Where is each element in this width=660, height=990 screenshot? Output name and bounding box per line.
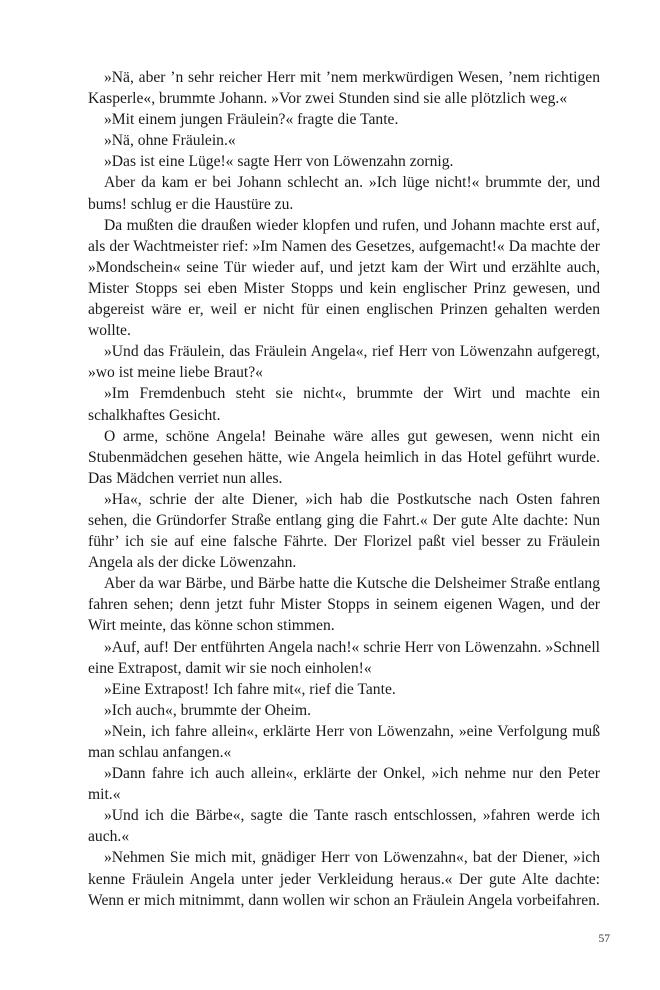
paragraph: »Und ich die Bärbe«, sagte die Tante rasch entschlossen, »fahren werde ich auch.« xyxy=(88,807,600,846)
paragraph: »Und das Fräulein, das Fräulein Angela«, rief Herr von Löwenzahn aufgeregt, »wo ist meine liebe Braut?« xyxy=(88,343,600,382)
paragraph: »Nehmen Sie mich mit, gnädiger Herr von Löwenzahn«, bat der Diener, »ich kenne Fräulein Angela unter jeder Verkleidung heraus.« Der gute Alte dachte: Wenn er mich mitnimmt, dann wollen wir schon an Fräulein Angela vorbeifahren. xyxy=(88,849,600,909)
paragraph: Aber da kam er bei Johann schlecht an. »Ich lüge nicht!« brummte der, und bums! schlug er die Haustüre zu. xyxy=(88,174,600,213)
paragraph: »Nä, ohne Fräulein.« xyxy=(104,132,236,150)
body-text xyxy=(88,67,600,911)
paragraph: »Eine Extrapost! Ich fahre mit«, rief die Tante. xyxy=(104,680,396,698)
paragraph: »Ich auch«, brummte der Oheim. xyxy=(104,701,311,719)
paragraph: »Ha«, schrie der alte Diener, »ich hab die Postkutsche nach Osten fahren sehen, die Gründorfer Straße entlang ging die Fahrt.« Der gute Alte dachte: Nun führ’ ich sie auf eine falsche Fährte. Der Florizel paßt viel besser zu Fräulein Angela als der dicke Löwenzahn. xyxy=(88,490,600,572)
paragraph: »Auf, auf! Der entführten Angela nach!« schrie Herr von Löwenzahn. »Schnell eine Extrapost, damit wir sie noch einholen!« xyxy=(88,638,600,677)
paragraph: Da mußten die draußen wieder klopfen und rufen, und Johann machte erst auf, als der Wachtmeister rief: »Im Namen des Gesetzes, aufgemacht!« Da machte der »Mondschein« seine Tür wieder auf, und jetzt kam der Wirt und erzählte auch, Mister Stopps sei eben Mister Stopps und kein englischer Prinz gewesen, und abgereist wäre er, weil er nicht für einen englischen Prinzen gehalten werden wollte. xyxy=(88,216,600,340)
paragraph: »Im Fremdenbuch steht sie nicht«, brummte der Wirt und machte ein schalkhaftes Gesicht. xyxy=(88,385,600,424)
paragraph: »Dann fahre ich auch allein«, erklärte der Onkel, »ich nehme nur den Peter mit.« xyxy=(88,765,600,804)
paragraph: Aber da war Bärbe, und Bärbe hatte die Kutsche die Delsheimer Straße entlang fahren sehen; denn jetzt fuhr Mister Stopps in seinem eigenen Wagen, und der Wirt meinte, das könne schon stimmen. xyxy=(88,575,600,635)
paragraph: »Nein, ich fahre allein«, erklärte Herr von Löwenzahn, »eine Verfolgung muß man schlau anfangen.« xyxy=(88,722,600,761)
paragraph: »Nä, aber ’n sehr reicher Herr mit ’nem merkwürdigen Wesen, ’nem richtigen Kasperle«, brummte Johann. »Vor zwei Stunden sind sie alle plötzlich weg.« xyxy=(88,69,600,108)
paragraph: »Mit einem jungen Fräulein?« fragte die Tante. xyxy=(104,111,399,129)
paragraph: »Das ist eine Lüge!« sagte Herr von Löwenzahn zornig. xyxy=(104,153,454,171)
paragraph: O arme, schöne Angela! Beinahe wäre alles gut gewesen, wenn nicht ein Stubenmädchen gesehen hätte, wie Angela heimlich in das Hotel geführt wurde. Das Mädchen verriet nun alles. xyxy=(88,427,600,487)
page-number: 57 xyxy=(598,933,610,945)
